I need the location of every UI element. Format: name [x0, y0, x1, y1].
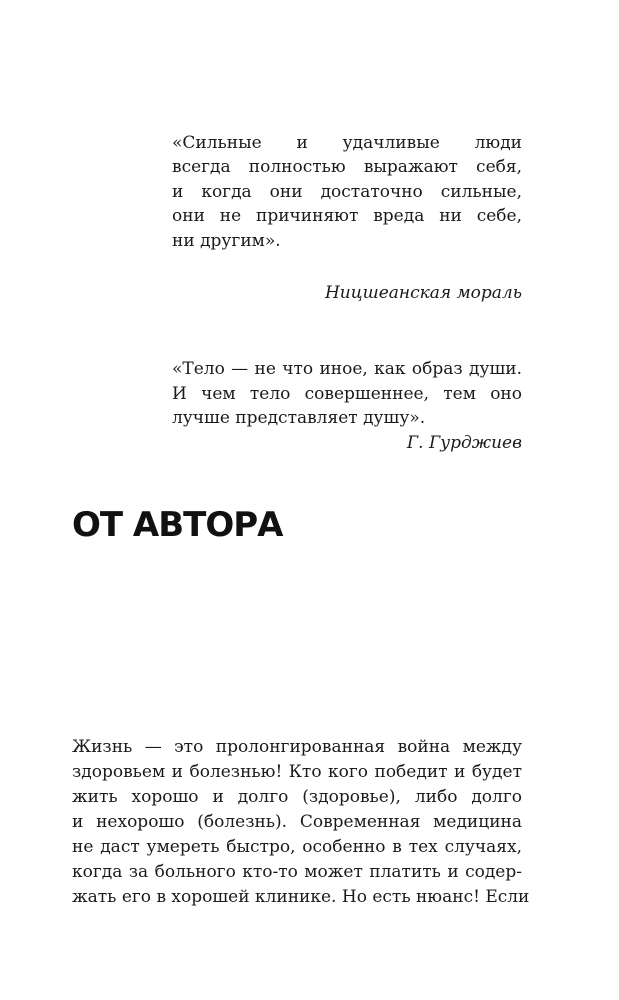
epigraph-1-line: «Сильные и удачливые люди: [172, 133, 522, 153]
epigraph-1-line: ни другим».: [172, 231, 281, 251]
body-line: не даст умереть быстро, особенно в тех случаях,: [72, 837, 522, 857]
epigraph-1-attribution: Ницшеанская мораль: [324, 283, 522, 303]
epigraph-1-line: и когда они достаточно сильные,: [172, 182, 522, 202]
epigraph-2-line: «Тело — не что иное, как образ души.: [172, 359, 522, 379]
section-heading: ОТ АВТОРА: [72, 505, 283, 545]
epigraph-1-line: они не причиняют вреда ни себе,: [172, 206, 522, 226]
body-line: когда за больного кто-то может платить и содер-: [72, 862, 522, 882]
epigraph-2-attribution: Г. Гурджиев: [406, 433, 522, 453]
epigraph-2-line: лучше представляет душу».: [172, 408, 426, 428]
body-line: жать его в хорошей клинике. Но есть нюанс! Если: [72, 887, 530, 907]
body-line: жить хорошо и долго (здоровье), либо долго: [72, 787, 522, 807]
body-line: здоровьем и болезнью! Кто кого победит и будет: [72, 762, 522, 782]
body-line: Жизнь — это пролонгированная война между: [72, 737, 522, 757]
epigraph-2-line: И чем тело совершеннее, тем оно: [172, 384, 522, 404]
epigraph-1-line: всегда полностью выражают себя,: [172, 157, 522, 177]
body-line: и нехорошо (болезнь). Современная медицина: [72, 812, 522, 832]
